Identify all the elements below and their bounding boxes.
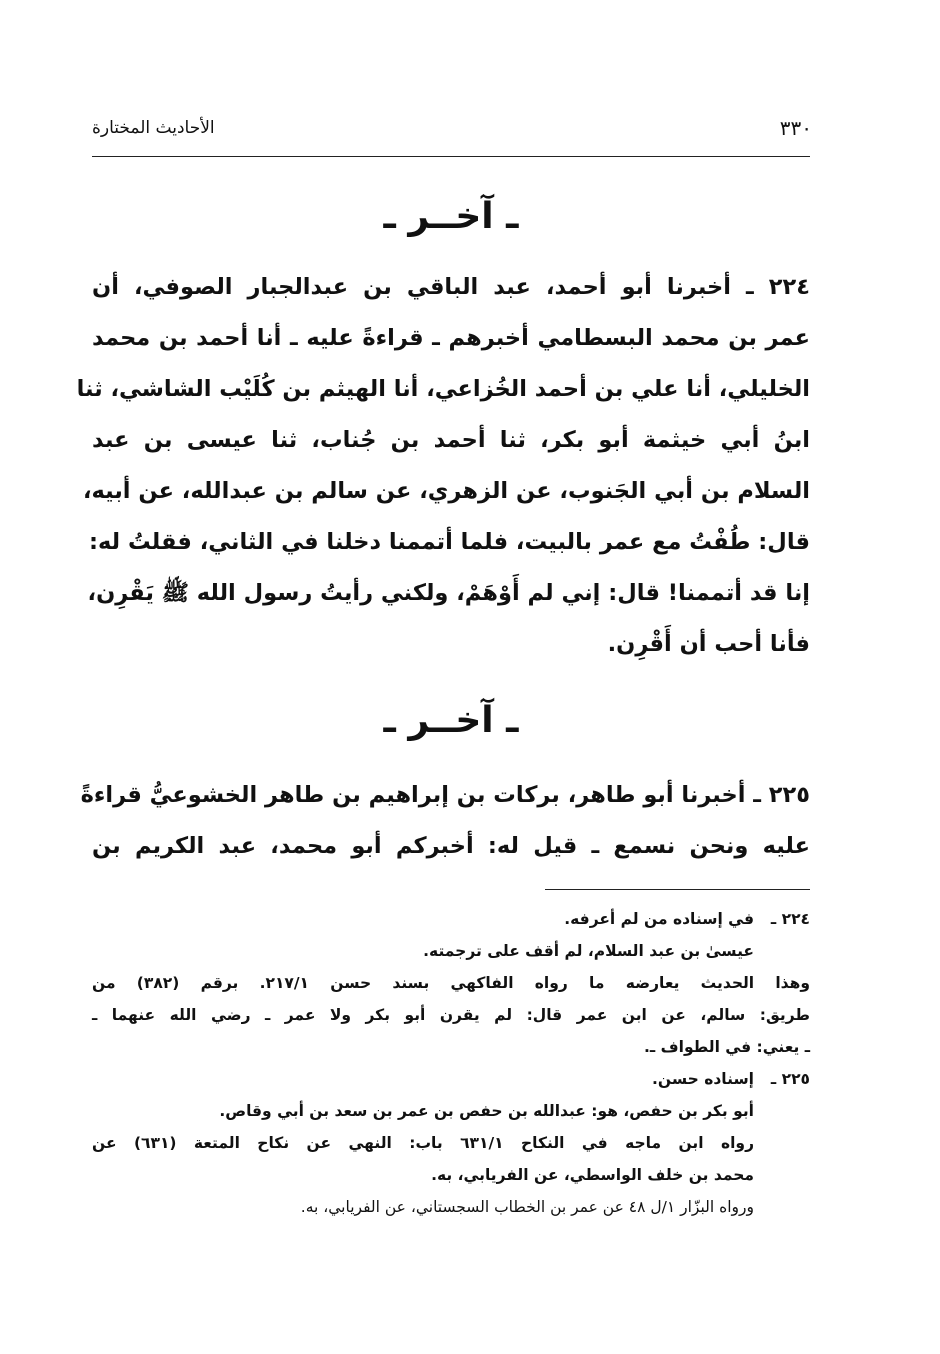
text-line: ٢٢٥ ـ أخبرنا أبو طاهر، بركات بن إبراهيم بن طاهر الخشوعيُّ قراءةً [80,782,810,808]
footnote [92,903,810,1063]
hadith-paragraph [80,770,810,872]
footnote-line: عيسىٰ بن عبد السلام، لم أقف على ترجمته. [423,942,754,960]
footnote-rule [545,889,810,890]
footnote-number: ٢٢٥ ـ [770,1070,810,1088]
text-line: قال: طُفْتُ مع عمر بالبيت، فلما أتممنا دخلنا في الثاني، فقلتُ له: [89,529,810,555]
text-line: الخليلي، أنا علي بن أحمد الخُزاعي، أنا الهيثم بن كُلَيْب الشاشي، ثنا [76,376,810,402]
section-heading: ـ آخــر ـ [383,700,519,741]
hadith-paragraph [76,262,810,670]
footnote-line: إسناده حسن. [652,1070,754,1088]
footnote [92,1063,810,1223]
footnote-line: وهذا الحديث يعارضه ما رواه الفاكهي بسند حسن ٢١٧/١. برقم (٣٨٢) من [92,974,811,992]
footnote-line: محمد بن خلف الواسطي، عن الفريابي، به. [431,1166,754,1184]
page-number: ٣٣٠ [779,116,812,140]
text-line: ابنُ أبي خيثمة أبو بكر، ثنا أحمد بن جُناب، ثنا عيسى بن عبد [92,427,810,453]
header-rule [92,156,810,157]
footnote-line: ورواه البزّار ١/ل ٤٨ عن عمر بن الخطاب السجستاني، عن الفريابي، به. [300,1198,754,1216]
text-line: عمر بن محمد البسطامي أخبرهم ـ قراءةً عليه ـ أنا أحمد بن محمد [92,325,810,351]
text-line: السلام بن أبي الجَنوب، عن الزهري، عن سالم بن عبدالله، عن أبيه، [82,478,810,504]
footnote-line: أبو بكر بن حفص، هو: عبدالله بن حفص بن عمر بن سعد بن أبي وقاص. [219,1102,754,1120]
footnote-line: في إسناده من لم أعرفه. [564,910,754,928]
footnote-number: ٢٢٤ ـ [770,910,810,928]
footnotes [92,903,810,1223]
footnote-line: ـ يعني: في الطواف ـ. [644,1038,810,1056]
book-title: الأحاديث المختارة [92,118,215,138]
text-line: فأنا أحب أن أَقْرِن. [607,631,810,657]
section-heading: ـ آخــر ـ [383,196,519,237]
footnote-line: طريق: سالم، عن ابن عمر قال: لم يقرن أبو بكر ولا عمر ـ رضي الله عنهما ـ [92,1006,810,1024]
text-line: عليه ونحن نسمع ـ قيل له: أخبركم أبو محمد، عبد الكريم بن [92,833,810,859]
footnote-line: رواه ابن ماجه في النكاح ٦٣١/١ باب: النهي عن نكاح المتعة (٦٣١) عن [92,1134,754,1152]
text-line: ٢٢٤ ـ أخبرنا أبو أحمد، عبد الباقي بن عبدالجبار الصوفي، أن [92,274,810,300]
text-line: إنا قد أتممنا! قال: إني لم أَوْهَمْ، ولكني رأيتُ رسول الله ﷺ يَقْرِن، [87,580,810,606]
running-head [92,112,812,146]
